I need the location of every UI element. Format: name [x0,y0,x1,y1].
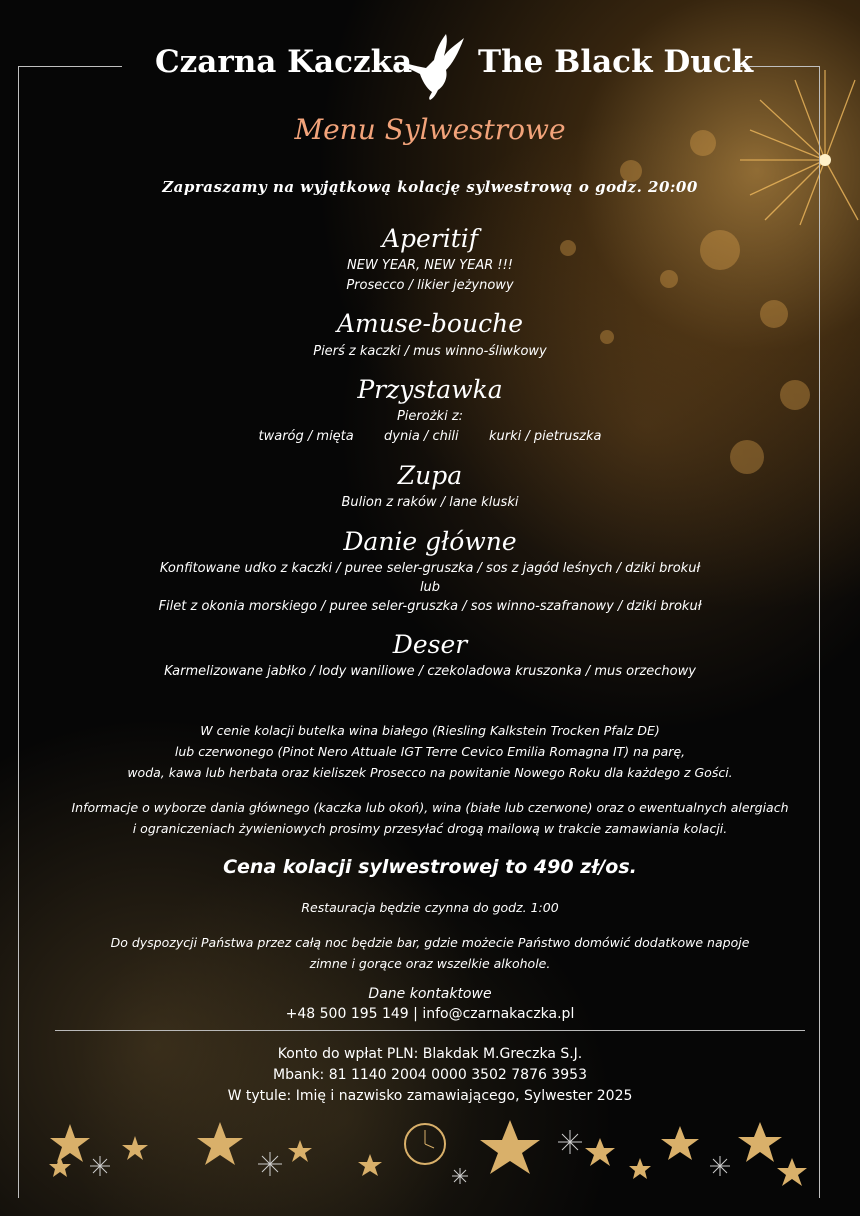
payment-line: W tytule: Imię i nazwisko zamawiającego, Sylwester 2025 [227,1088,633,1104]
danie-glowne-line: Konfitowane udko z kaczki / puree seler-gruszka / sos z jagód leśnych / dziki brokuł [159,561,701,576]
invitation-text: Zapraszamy na wyjątkową kolację sylwestrową o godz. 20:00 [162,178,698,196]
payment-line: Konto do wpłat PLN: Blakdak M.Greczka S.J. [277,1046,583,1062]
section-title-deser: Deser [392,630,468,659]
contact-details: +48 500 195 149 | info@czarnakaczka.pl [285,1006,575,1022]
info-line: lub czerwonego (Pinot Nero Attuale IGT Terre Cevico Emilia Romagna IT) na parę, [174,744,686,759]
section-title-danie-glowne: Danie główne [343,527,517,556]
divider [55,1030,805,1031]
info-line: W cenie kolacji butelka wina białego (Riesling Kalkstein Trocken Pfalz DE) [200,723,660,738]
amuse-bouche-line: Pierś z kaczki / mus winno-śliwkowy [313,344,547,359]
payment-line: Mbank: 81 1140 2004 0000 3502 7876 3953 [273,1067,587,1083]
danie-glowne-line: lub [419,580,441,595]
restaurant-name-en: The Black Duck [478,44,754,80]
przystawka-option: dynia / chili [384,429,459,444]
section-title-amuse-bouche: Amuse-bouche [337,309,523,338]
info-line: zimne i gorące oraz wszelkie alkohole. [309,956,551,971]
info-line: i ograniczeniach żywieniowych prosimy przesyłać drogą mailową w trakcie zamawiania kolacji. [132,821,728,836]
bar-info [0,932,860,974]
section-title-przystawka: Przystawka [357,375,503,404]
info-line: woda, kawa lub herbata oraz kieliszek Prosecco na powitanie Nowego Roku dla każdego z Gości. [127,765,733,780]
info-line: Informacje o wyborze dania głównego (kaczka lub okoń), wina (białe lub czerwone) oraz o ewentualnych alergiach [71,800,789,815]
danie-glowne-line: Filet z okonia morskiego / puree seler-gruszka / sos winno-szafranowy / dziki brokuł [158,599,702,614]
info-line: Do dyspozycji Państwa przez całą noc będzie bar, gdzie możecie Państwo domówić dodatkowe napoje [110,935,750,950]
section-title-aperitif: Aperitif [381,224,479,253]
przystawka-option: kurki / pietruszka [488,429,602,444]
deser-line: Karmelizowane jabłko / lody waniliowe / czekoladowa kruszonka / mus orzechowy [164,664,696,679]
section-title-zupa: Zupa [397,461,463,490]
frame-top-left [18,66,122,67]
aperitif-line: Prosecco / likier jeżynowy [346,278,514,293]
aperitif-line: NEW YEAR, NEW YEAR !!! [346,258,514,273]
wine-info [0,720,860,783]
price-text: Cena kolacji sylwestrowej to 490 zł/os. [223,856,637,878]
payment-info [0,1044,860,1107]
opening-hours: Restauracja będzie czynna do godz. 1:00 [301,900,559,915]
restaurant-name-pl: Czarna Kaczka [155,44,413,80]
star-decoration [40,1118,820,1190]
menu-title: Menu Sylwestrowe [294,113,566,146]
przystawka-options [0,429,860,444]
duck-icon [392,32,468,102]
order-info [0,797,860,839]
przystawka-intro: Pierożki z: [396,409,464,424]
contact-label: Dane kontaktowe [368,986,492,1002]
przystawka-option: twaróg / mięta [258,429,354,444]
zupa-line: Bulion z raków / lane kluski [341,495,519,510]
